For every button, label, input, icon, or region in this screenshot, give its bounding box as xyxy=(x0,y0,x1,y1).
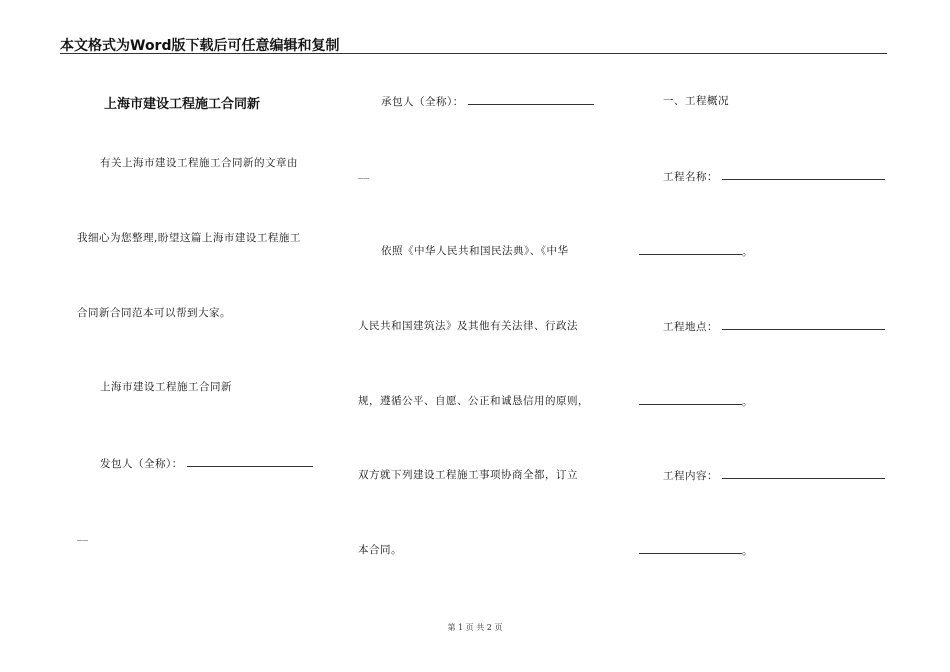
page-number: 第 1 页 共 2 页 xyxy=(447,623,503,632)
contractor-label: 承包人（全称）： xyxy=(381,96,464,108)
period: 。 xyxy=(742,545,753,557)
intro-line-1: 有关上海市建设工程施工合同新的文章由 xyxy=(100,157,298,169)
contractor-line xyxy=(381,93,594,109)
basis-line-2: 人民共和国建筑法》及其他有关法律、行政法 xyxy=(358,320,578,332)
project-content-blank-2[interactable] xyxy=(639,542,742,554)
project-content-line xyxy=(663,467,885,483)
project-content-label: 工程内容： xyxy=(663,470,718,482)
contract-name-line: 上海市建设工程施工合同新 xyxy=(100,381,232,393)
project-name-continuation xyxy=(639,243,753,259)
contractor-name-blank[interactable] xyxy=(468,93,594,105)
employer-line xyxy=(100,455,313,471)
employer-name-blank[interactable] xyxy=(187,455,313,467)
basis-line-3: 规，遵循公平、自愿、公正和诚恳信用的原则， xyxy=(358,395,589,407)
basis-line-5: 本合同。 xyxy=(358,544,402,556)
period: 。 xyxy=(742,246,753,258)
period: 。 xyxy=(742,396,753,408)
project-location-continuation xyxy=(639,393,753,409)
project-location-line xyxy=(663,318,885,334)
basis-line-4: 双方就下列建设工程施工事项协商全都，订立 xyxy=(358,469,578,481)
section-1-heading: 一、工程概况 xyxy=(663,95,729,107)
document-title: 上海市建设工程施工合同新 xyxy=(104,97,261,112)
intro-line-3: 合同新合同范本可以帮到大家。 xyxy=(77,307,231,319)
intro-line-2: 我细心为您整理,盼望这篇上海市建设工程施工 xyxy=(77,232,301,244)
header-divider xyxy=(60,53,887,54)
basis-line-1: 依照《中华人民共和国民法典》、《中华 xyxy=(381,245,569,257)
document-header-title: 本文格式为Word版下载后可任意编辑和复制 xyxy=(60,38,340,54)
project-content-continuation xyxy=(639,542,753,558)
project-name-line xyxy=(663,168,885,184)
project-name-blank-2[interactable] xyxy=(639,243,742,255)
employer-tail: __ xyxy=(77,529,89,541)
employer-label: 发包人（全称）： xyxy=(100,458,183,470)
project-location-blank[interactable] xyxy=(722,318,885,330)
contractor-tail: __ xyxy=(358,167,370,179)
project-name-label: 工程名称： xyxy=(663,171,718,183)
project-content-blank[interactable] xyxy=(722,467,885,479)
project-location-blank-2[interactable] xyxy=(639,393,742,405)
project-name-blank[interactable] xyxy=(722,168,885,180)
project-location-label: 工程地点： xyxy=(663,321,718,333)
